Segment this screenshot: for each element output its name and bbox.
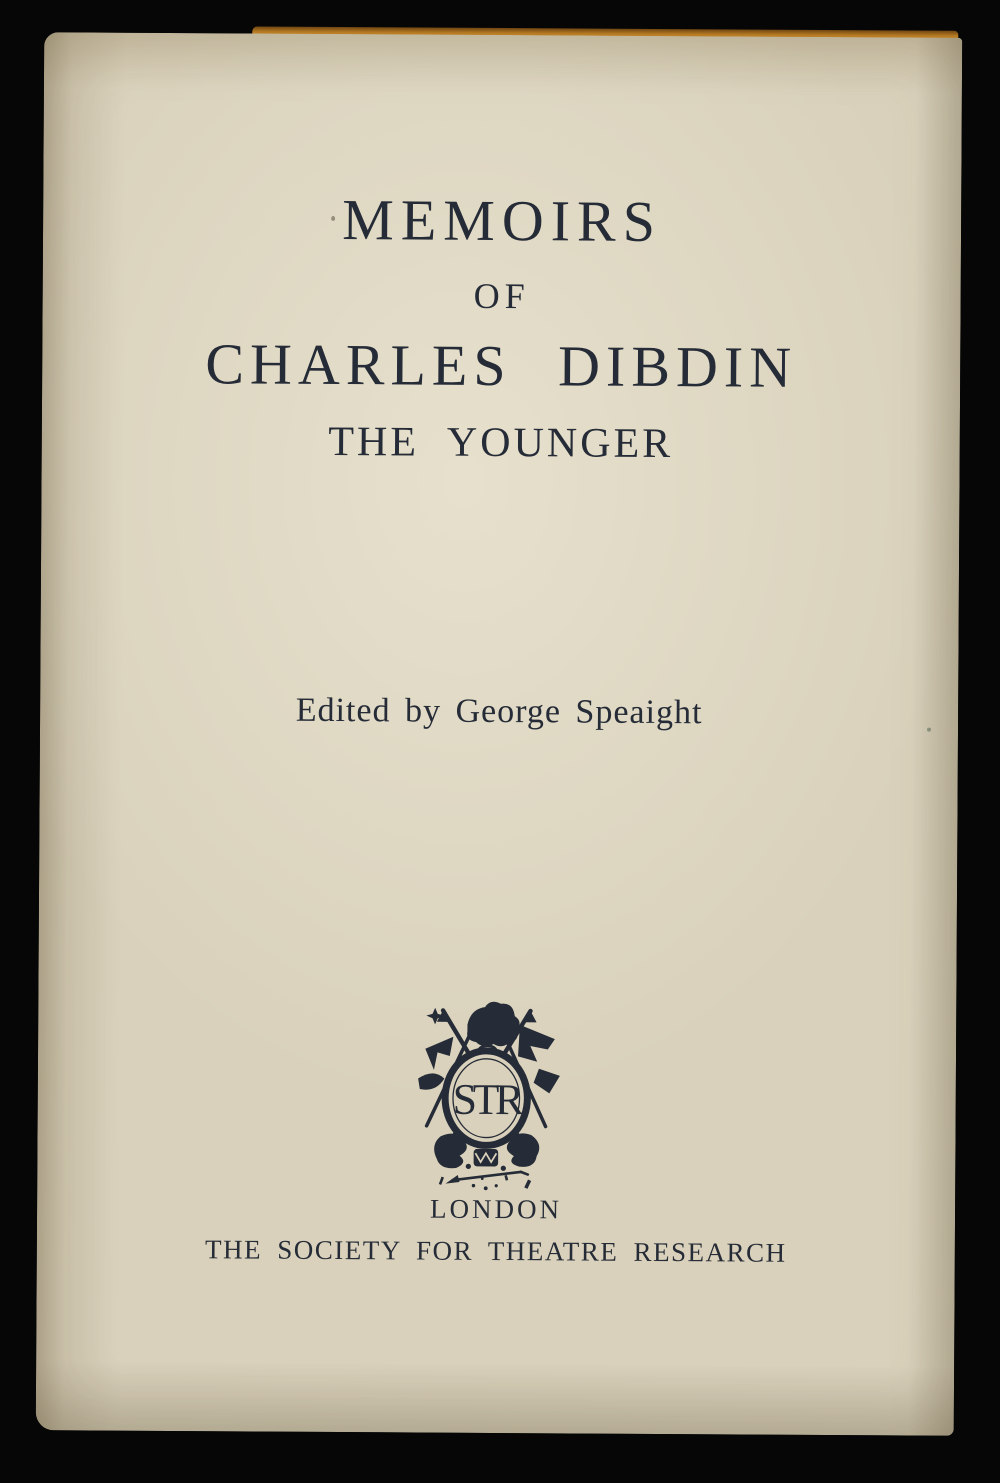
author-name: CHARLES DIBDIN bbox=[205, 331, 798, 400]
book bbox=[36, 25, 963, 1437]
imprint-publisher: THE SOCIETY FOR THEATRE RESEARCH bbox=[204, 1234, 787, 1268]
book-title: MEMOIRS bbox=[342, 187, 663, 254]
book-cover-title-page bbox=[36, 32, 963, 1436]
emblem-monogram: STR bbox=[452, 1075, 520, 1125]
publisher-emblem bbox=[37, 992, 934, 1198]
title-connector: OF bbox=[473, 275, 530, 317]
imprint-city: LONDON bbox=[429, 1193, 563, 1225]
editor-credit: Edited by George Speaight bbox=[295, 691, 703, 732]
author-suffix: THE YOUNGER bbox=[328, 418, 674, 468]
society-for-theatre-research-crest-icon bbox=[398, 994, 574, 1191]
